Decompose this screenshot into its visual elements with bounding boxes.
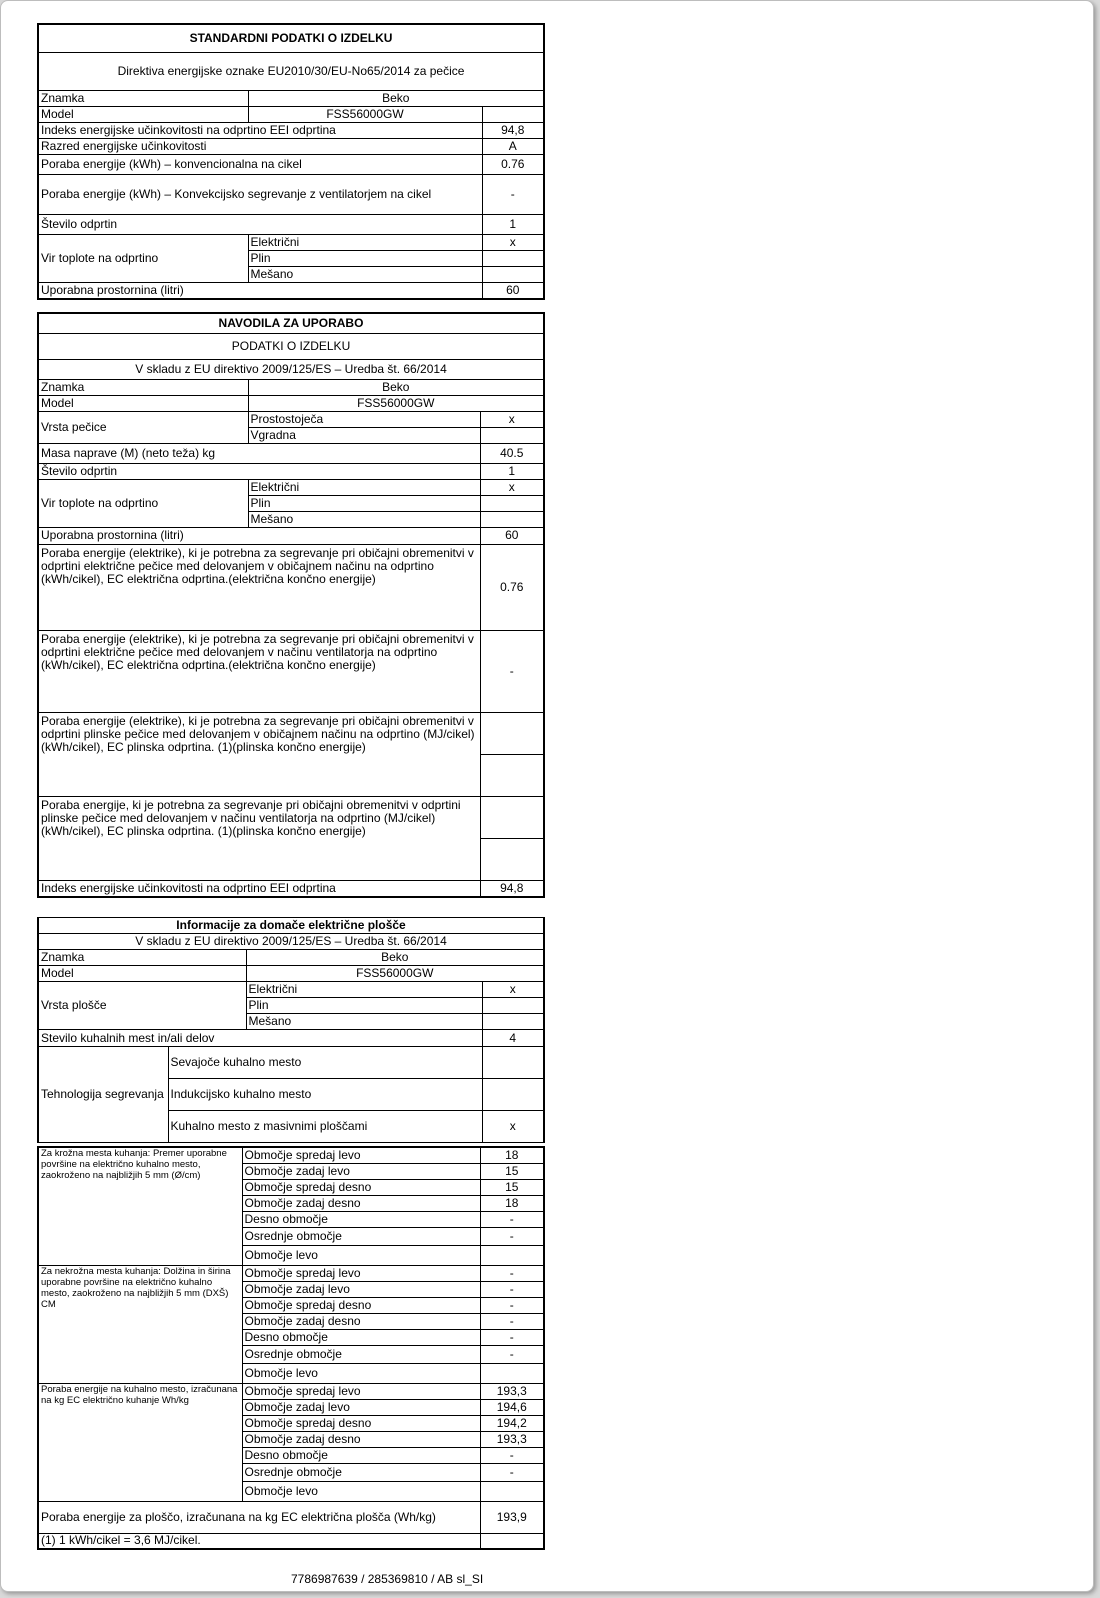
- heat-electric-value: x: [480, 479, 544, 495]
- class-label: Razred energijske učinkovitosti: [38, 138, 482, 154]
- tech-solid-label: Kuhalno mesto z masivnimi ploščami: [168, 1111, 482, 1143]
- zone-value: -: [480, 1297, 544, 1313]
- hob-type-label: Vrsta plošče: [38, 982, 246, 1030]
- zones-label: Stevilo kuhalnih mest in/ali delov: [38, 1030, 482, 1047]
- section-title: STANDARDNI PODATKI O IZDELKU: [38, 24, 544, 52]
- heat-mixed-label: Mešano: [248, 511, 480, 527]
- zone-label: Osrednje območje: [242, 1345, 480, 1363]
- zone-label: Osrednje območje: [242, 1463, 480, 1481]
- zone-label: Območje zadaj levo: [242, 1281, 480, 1297]
- model-label: Model: [38, 106, 248, 122]
- brand-value: Beko: [248, 379, 544, 395]
- zone-label: Desno območje: [242, 1211, 480, 1227]
- zone-label: Desno območje: [242, 1329, 480, 1345]
- brand-value: Beko: [246, 950, 544, 966]
- model-value: FSS56000GW: [248, 106, 482, 122]
- conversion-note: (1) 1 kWh/cikel = 3,6 MJ/cikel.: [38, 1533, 480, 1549]
- zone-label: Območje spredaj levo: [242, 1265, 480, 1281]
- directive-text: Direktiva energijske oznake EU2010/30/EU-No65/2014 za pečice: [38, 52, 544, 90]
- cooking-zone-table: [37, 1146, 545, 1550]
- gas-fan-label: Poraba energije, ki je potrebna za segrevanje pri običajni obremenitvi v odprtini plinske pečice med delovanjem v načinu ventilatorja na odprtino (MJ/cikel) (kWh/cikel), EC plinska odprtina. (1)(plinska končno energije): [38, 796, 480, 880]
- brand-label: Znamka: [38, 379, 248, 395]
- zone-value: -: [480, 1329, 544, 1345]
- zone-value: 15: [480, 1163, 544, 1179]
- type-electric-value: x: [482, 982, 544, 998]
- tech-solid-value: x: [482, 1111, 544, 1143]
- directive-text: V skladu z EU direktivo 2009/125/ES – Uredba št. 66/2014: [38, 359, 544, 379]
- type-mixed-label: Mešano: [246, 1014, 482, 1030]
- zone-label: Območje levo: [242, 1245, 480, 1265]
- cavities-value: 1: [480, 463, 544, 479]
- zone-row: [38, 1147, 544, 1163]
- zone-label: Območje levo: [242, 1363, 480, 1383]
- heat-mixed-label: Mešano: [248, 266, 482, 282]
- zone-value: -: [480, 1463, 544, 1481]
- brand-label: Znamka: [38, 950, 246, 966]
- brand-label: Znamka: [38, 90, 248, 106]
- section-title: Informacije za domače električne plošče: [38, 918, 544, 934]
- section-subtitle: PODATKI O IZDELKU: [38, 333, 544, 359]
- zone-value: -: [480, 1281, 544, 1297]
- oven-type-label: Vrsta pečice: [38, 411, 248, 443]
- directive-text: V skladu z EU direktivo 2009/125/ES – Uredba št. 66/2014: [38, 934, 544, 950]
- eei-label: Indeks energijske učinkovitosti na odprtino EEI odprtina: [38, 122, 482, 138]
- zone-value: -: [480, 1211, 544, 1227]
- zone-label: Desno območje: [242, 1447, 480, 1463]
- eei-value: 94,8: [482, 122, 544, 138]
- cavities-label: Število odprtin: [38, 463, 480, 479]
- heat-electric-value: x: [482, 234, 544, 250]
- conventional-consumption-value: 0.76: [482, 154, 544, 174]
- mass-value: 40.5: [480, 443, 544, 463]
- zone-value: 194,2: [480, 1415, 544, 1431]
- zone-value: 193,3: [480, 1383, 544, 1399]
- mass-label: Masa naprave (M) (neto teža) kg: [38, 443, 480, 463]
- heat-source-label: Vir toplote na odprtino: [38, 234, 248, 282]
- zone-value: -: [480, 1265, 544, 1281]
- consumption-group-label: Poraba energije na kuhalno mesto, izračunana na kg EC električno kuhanje Wh/kg: [38, 1383, 242, 1501]
- ec-conventional-value: 0.76: [480, 544, 544, 630]
- volume-label: Uporabna prostornina (litri): [38, 527, 480, 544]
- model-value: FSS56000GW: [248, 395, 544, 411]
- zone-value: 193,3: [480, 1431, 544, 1447]
- ec-fan-value: -: [480, 630, 544, 712]
- instructions-product-data-table: [37, 312, 545, 898]
- heat-gas-label: Plin: [248, 495, 480, 511]
- heating-technology-label: Tehnologija segrevanja: [38, 1047, 168, 1143]
- zone-label: Območje spredaj levo: [242, 1383, 480, 1399]
- cavities-label: Število odprtin: [38, 214, 482, 234]
- zone-value: [480, 1481, 544, 1501]
- volume-value: 60: [482, 282, 544, 299]
- model-label: Model: [38, 395, 248, 411]
- fan-consumption-value: -: [482, 174, 544, 214]
- zone-value: -: [480, 1447, 544, 1463]
- type-gas-label: Plin: [246, 998, 482, 1014]
- hob-information-table: [37, 917, 545, 1143]
- zone-label: Območje zadaj desno: [242, 1431, 480, 1447]
- hob-total-consumption-label: Poraba energije za ploščo, izračunana na kg EC električna plošča (Wh/kg): [38, 1501, 480, 1533]
- zone-value: -: [480, 1313, 544, 1329]
- zone-row: [38, 1383, 544, 1399]
- zone-value: -: [480, 1227, 544, 1245]
- zone-label: Območje spredaj levo: [242, 1147, 480, 1163]
- class-value: A: [482, 138, 544, 154]
- zone-label: Območje spredaj desno: [242, 1179, 480, 1195]
- gas-conventional-label: Poraba energije (elektrike), ki je potrebna za segrevanje pri običajni obremenitvi v odprtini plinske pečice med delovanjem v običajnem načinu na odprtino (MJ/cikel) (kWh/cikel), EC plinska odprtina. (1)(plinska končno energije): [38, 712, 480, 796]
- zone-value: [480, 1245, 544, 1265]
- eei-value: 94,8: [480, 880, 544, 897]
- circular-group-label: Za krožna mesta kuhanja: Premer uporabne površine na električno kuhalno mesto, zaokroženo na najbližjih 5 mm (Ø/cm): [38, 1147, 242, 1265]
- zone-label: Območje zadaj desno: [242, 1195, 480, 1211]
- heat-source-label: Vir toplote na odprtino: [38, 479, 248, 527]
- model-label: Model: [38, 966, 246, 982]
- tech-radiant-label: Sevajoče kuhalno mesto: [168, 1047, 482, 1079]
- zone-value: 15: [480, 1179, 544, 1195]
- zones-value: 4: [482, 1030, 544, 1047]
- volume-label: Uporabna prostornina (litri): [38, 282, 482, 299]
- document-code-footer: 7786987639 / 285369810 / AB sl_SI: [291, 1572, 484, 1586]
- zone-label: Območje spredaj desno: [242, 1415, 480, 1431]
- heat-electric-label: Električni: [248, 479, 480, 495]
- hob-total-consumption-value: 193,9: [480, 1501, 544, 1533]
- type-freestanding-label: Prostostoječa: [248, 411, 480, 427]
- zone-value: 18: [480, 1195, 544, 1211]
- zone-label: Območje spredaj desno: [242, 1297, 480, 1313]
- model-value: FSS56000GW: [246, 966, 544, 982]
- zone-value: [480, 1363, 544, 1383]
- section-title: NAVODILA ZA UPORABO: [38, 313, 544, 333]
- conventional-consumption-label: Poraba energije (kWh) – konvencionalna na cikel: [38, 154, 482, 174]
- eei-label: Indeks energijske učinkovitosti na odprtino EEI odprtina: [38, 880, 480, 897]
- zone-label: Območje zadaj levo: [242, 1163, 480, 1179]
- zone-row: [38, 1265, 544, 1281]
- type-electric-label: Električni: [246, 982, 482, 998]
- ec-fan-label: Poraba energije (elektrike), ki je potrebna za segrevanje pri običajni obremenitvi v odprtini električne pečice med delovanjem v načinu ventilatorja na odprtino (kWh/cikel), EC električna odprtina.(električna končno energije): [38, 630, 480, 712]
- zone-value: 194,6: [480, 1399, 544, 1415]
- zone-value: -: [480, 1345, 544, 1363]
- heat-gas-label: Plin: [248, 250, 482, 266]
- type-freestanding-value: x: [480, 411, 544, 427]
- tech-induction-label: Indukcijsko kuhalno mesto: [168, 1079, 482, 1111]
- zone-label: Območje zadaj desno: [242, 1313, 480, 1329]
- zone-label: Osrednje območje: [242, 1227, 480, 1245]
- type-builtin-label: Vgradna: [248, 427, 480, 443]
- heat-electric-label: Električni: [248, 234, 482, 250]
- zone-label: Območje levo: [242, 1481, 480, 1501]
- volume-value: 60: [480, 527, 544, 544]
- fan-consumption-label: Poraba energije (kWh) – Konvekcijsko segrevanje z ventilatorjem na cikel: [38, 174, 482, 214]
- zone-label: Območje zadaj levo: [242, 1399, 480, 1415]
- zone-value: 18: [480, 1147, 544, 1163]
- standard-product-data-table: [37, 23, 545, 300]
- ec-conventional-label: Poraba energije (elektrike), ki je potrebna za segrevanje pri običajni obremenitvi v odprtini električne pečice med delovanjem v običajnem načinu na odprtino (kWh/cikel), EC električna odprtina.(električna končno energije): [38, 544, 480, 630]
- brand-value: Beko: [248, 90, 544, 106]
- noncircular-group-label: Za nekrožna mesta kuhanja: Dolžina in širina uporabne površine na električno kuhalno mesto, zaokroženo na najbližjih 5 mm (DXŠ) CM: [38, 1265, 242, 1383]
- cavities-value: 1: [482, 214, 544, 234]
